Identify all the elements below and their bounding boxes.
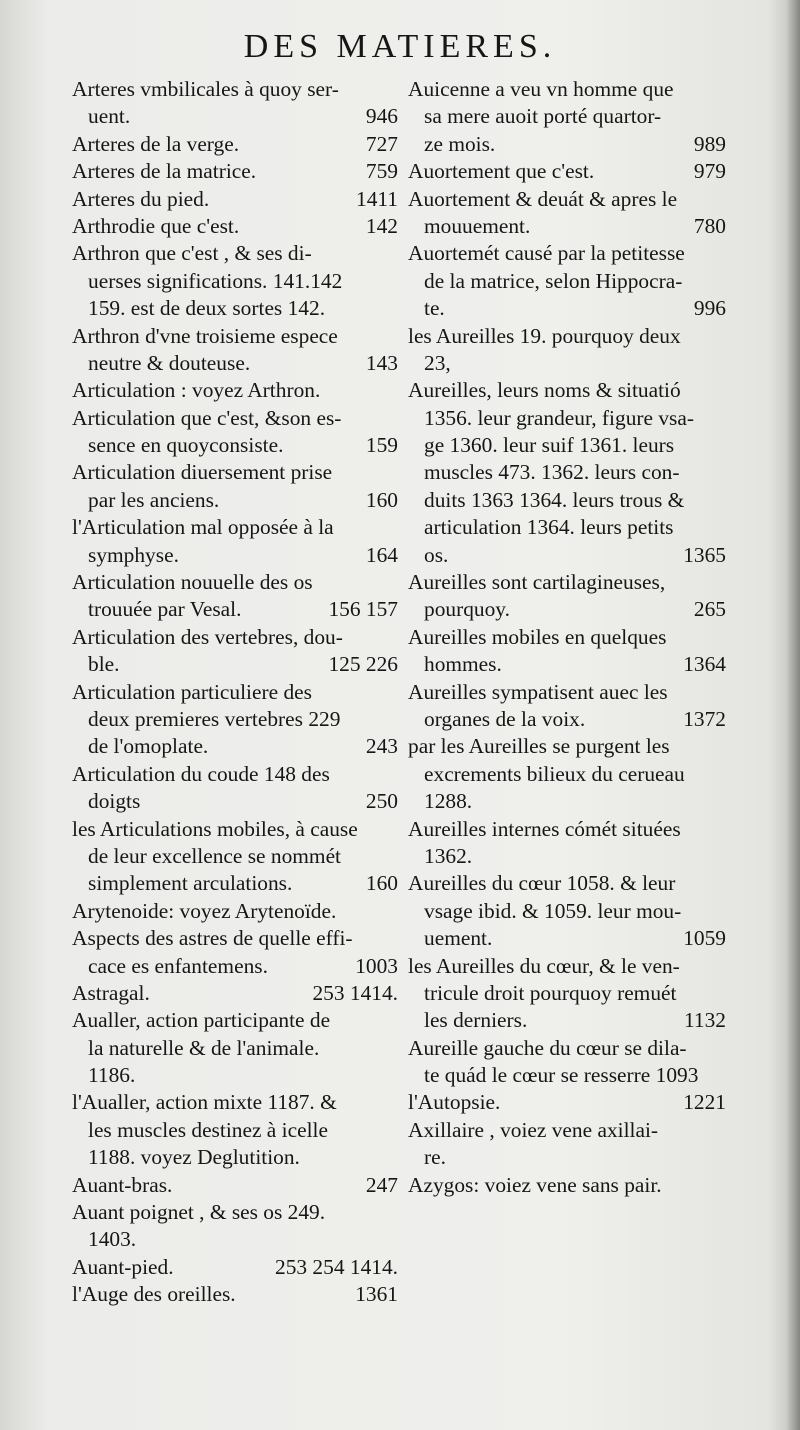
index-entry-line xyxy=(72,651,398,678)
page-reference: 247 xyxy=(365,1172,398,1197)
page-reference: 253 1414. xyxy=(312,980,398,1005)
index-entry-line xyxy=(72,788,398,815)
index-entry-line xyxy=(408,1172,726,1199)
entry-text: Arthron que c'est , & ses di- xyxy=(72,241,312,266)
page-reference: 1364 xyxy=(683,652,726,677)
index-entry-line xyxy=(408,268,726,295)
index-entry xyxy=(72,323,398,378)
index-entry-line xyxy=(408,350,726,377)
index-entry-line xyxy=(408,1144,726,1171)
index-entry-line xyxy=(72,1062,398,1089)
entry-text: par les Aureilles se purgent les xyxy=(408,734,670,759)
index-entry-line xyxy=(408,953,726,980)
entry-text: excrements bilieux du cerueau xyxy=(424,761,685,786)
entry-text: de la matrice, selon Hippocra- xyxy=(424,268,683,293)
page-reference: 1372 xyxy=(683,706,726,731)
index-entry-line xyxy=(408,980,726,1007)
index-entry-line xyxy=(72,131,398,158)
page-reference: 160 xyxy=(365,871,398,896)
index-entry-line xyxy=(72,459,398,486)
index-entry-line xyxy=(408,1089,726,1116)
index-entry xyxy=(408,679,726,734)
entry-text: Aureilles mobiles en quelques xyxy=(408,624,667,649)
page-reference: 265 xyxy=(693,597,726,622)
index-entry xyxy=(72,1172,398,1199)
entry-text: Arteres du pied. xyxy=(72,186,210,211)
page-reference: 160 xyxy=(365,487,398,512)
index-entry xyxy=(72,76,398,131)
entry-text: articulation 1364. leurs petits xyxy=(424,515,674,540)
index-entry xyxy=(72,1199,398,1254)
entry-text: Astragal. xyxy=(72,980,150,1005)
index-entry xyxy=(408,953,726,1035)
entry-text: Auortement & deuát & apres le xyxy=(408,186,678,211)
entry-text: simplement arculations. xyxy=(88,871,293,896)
entry-text: Arthron d'vne troisieme espece xyxy=(72,323,338,348)
index-entry-line xyxy=(408,788,726,815)
index-entry xyxy=(72,514,398,569)
index-entry-line xyxy=(72,405,398,432)
index-entry xyxy=(408,1172,726,1199)
index-entry-line xyxy=(408,706,726,733)
index-entry-line xyxy=(72,1281,398,1308)
entry-text: uement. xyxy=(424,926,493,951)
index-entry xyxy=(72,213,398,240)
entry-text: Articulation du coude 148 des xyxy=(72,761,330,786)
index-entry-line xyxy=(72,870,398,897)
entry-text: uerses significations. 141.142 xyxy=(88,268,343,293)
index-entry-line xyxy=(408,103,726,130)
entry-text: Aureille gauche du cœur se dila- xyxy=(408,1035,687,1060)
index-entry-line xyxy=(408,1035,726,1062)
entry-text: 1403. xyxy=(88,1227,137,1252)
index-entry-line xyxy=(408,323,726,350)
entry-text: Articulation : voyez Arthron. xyxy=(72,378,321,403)
entry-text: mouuement. xyxy=(424,213,531,238)
index-entry xyxy=(408,1035,726,1090)
entry-text: les derniers. xyxy=(424,1008,528,1033)
entry-text: Arteres de la matrice. xyxy=(72,159,257,184)
index-entry-line xyxy=(408,487,726,514)
entry-text: Azygos: voiez vene sans pair. xyxy=(408,1172,662,1197)
page-reference: 125 226 xyxy=(328,652,398,677)
index-entry xyxy=(72,898,398,925)
index-column-left xyxy=(72,76,398,1309)
entry-text: 1356. leur grandeur, figure vsa- xyxy=(424,405,694,430)
index-entry xyxy=(408,240,726,322)
entry-text: de leur excellence se nommét xyxy=(88,843,342,868)
index-entry-line xyxy=(72,1089,398,1116)
entry-text: 23, xyxy=(424,350,451,375)
running-head: DES MATIERES. xyxy=(243,28,557,65)
index-entry xyxy=(72,459,398,514)
index-entry xyxy=(408,870,726,952)
entry-text: Auant-bras. xyxy=(72,1172,173,1197)
index-entry-line xyxy=(408,76,726,103)
index-entry-line xyxy=(408,1117,726,1144)
entry-text: Auortement que c'est. xyxy=(408,159,595,184)
entry-text: Arytenoide: voyez Arytenoïde. xyxy=(72,898,337,923)
index-entry xyxy=(408,816,726,871)
entry-text: Auant poignet , & ses os 249. xyxy=(72,1200,326,1225)
entry-text: Arthrodie que c'est. xyxy=(72,213,240,238)
entry-text: l'Aualler, action mixte 1187. & xyxy=(72,1090,337,1115)
index-entry-line xyxy=(72,624,398,651)
page-reference: 142 xyxy=(365,213,398,238)
page-reference: 243 xyxy=(365,734,398,759)
entry-text: trouuée par Vesal. xyxy=(88,597,242,622)
index-entry-line xyxy=(408,651,726,678)
entry-text: re. xyxy=(424,1145,446,1170)
page-reference: 989 xyxy=(693,131,726,156)
index-entry-line xyxy=(408,733,726,760)
index-entry-line xyxy=(408,624,726,651)
index-entry xyxy=(72,1089,398,1171)
index-entry-line xyxy=(72,980,398,1007)
index-entry-line xyxy=(72,1172,398,1199)
entry-text: sence en quoyconsiste. xyxy=(88,433,284,458)
entry-text: Arteres de la verge. xyxy=(72,131,240,156)
entry-text: sa mere auoit porté quartor- xyxy=(424,104,662,129)
index-entry-line xyxy=(72,925,398,952)
entry-text: 1188. voyez Deglutition. xyxy=(88,1145,300,1170)
entry-text: Aureilles sympatisent auec les xyxy=(408,679,668,704)
entry-text: les Aureilles 19. pourquoy deux xyxy=(408,323,681,348)
page-reference: 996 xyxy=(693,296,726,321)
page-reference: 1132 xyxy=(684,1008,726,1033)
index-entry-line xyxy=(72,103,398,130)
entry-text: par les anciens. xyxy=(88,487,220,512)
index-entry xyxy=(408,186,726,241)
entry-text: neutre & douteuse. xyxy=(88,350,251,375)
entry-text: Aureilles internes cómét situées xyxy=(408,816,681,841)
index-entry-line xyxy=(408,843,726,870)
index-entry-line xyxy=(72,432,398,459)
index-entry xyxy=(72,1254,398,1281)
index-entry-line xyxy=(72,1007,398,1034)
index-entry xyxy=(72,1281,398,1308)
entry-text: te. xyxy=(424,296,445,321)
index-entry-line xyxy=(72,898,398,925)
index-entry-line xyxy=(72,1199,398,1226)
index-entry-line xyxy=(408,898,726,925)
entry-text: 1362. xyxy=(424,843,473,868)
index-entry xyxy=(72,405,398,460)
page-reference: 1411 xyxy=(356,186,398,211)
index-entry-line xyxy=(72,596,398,623)
entry-text: Articulation des vertebres, dou- xyxy=(72,624,343,649)
index-entry-line xyxy=(72,733,398,760)
index-entry xyxy=(408,76,726,158)
index-entry-line xyxy=(408,1007,726,1034)
index-entry xyxy=(408,323,726,378)
index-entry xyxy=(72,240,398,322)
entry-text: les Articulations mobiles, à cause xyxy=(72,816,358,841)
index-entry-line xyxy=(408,240,726,267)
page-gutter-shadow xyxy=(786,0,800,1430)
page-reference: 253 254 1414. xyxy=(275,1254,398,1279)
entry-text: ze mois. xyxy=(424,131,496,156)
page-reference: 727 xyxy=(365,131,398,156)
index-entry xyxy=(72,761,398,816)
index-entry-line xyxy=(72,816,398,843)
entry-text: organes de la voix. xyxy=(424,706,586,731)
entry-text: 1288. xyxy=(424,789,473,814)
index-entry xyxy=(72,679,398,761)
index-entry-line xyxy=(72,323,398,350)
index-entry-line xyxy=(408,405,726,432)
entry-text: Aureilles, leurs noms & situatió xyxy=(408,378,681,403)
index-entry xyxy=(72,980,398,1007)
index-entry-line xyxy=(72,706,398,733)
entry-text: Articulation diuersement prise xyxy=(72,460,333,485)
index-entry xyxy=(408,733,726,815)
entry-text: vsage ibid. & 1059. leur mou- xyxy=(424,898,682,923)
index-entry-line xyxy=(72,377,398,404)
index-entry-line xyxy=(408,569,726,596)
entry-text: uent. xyxy=(88,104,131,129)
index-entry-line xyxy=(408,596,726,623)
entry-text: duits 1363 1364. leurs trous & xyxy=(424,487,685,512)
index-entry-line xyxy=(408,542,726,569)
page-reference: 1361 xyxy=(355,1282,398,1307)
index-entry-line xyxy=(408,131,726,158)
page-reference: 250 xyxy=(365,789,398,814)
entry-text: Auicenne a veu vn homme que xyxy=(408,77,674,101)
page-reference: 1365 xyxy=(683,542,726,567)
index-entry-line xyxy=(408,158,726,185)
index-entry-line xyxy=(72,158,398,185)
entry-text: pourquoy. xyxy=(424,597,510,622)
index-entry-line xyxy=(408,377,726,404)
index-entry-line xyxy=(72,240,398,267)
index-entry-line xyxy=(72,350,398,377)
index-entry-line xyxy=(408,213,726,240)
page-reference: 780 xyxy=(693,213,726,238)
page-reference: 979 xyxy=(693,159,726,184)
entry-text: les muscles destinez à icelle xyxy=(88,1117,328,1142)
index-entry-line xyxy=(72,514,398,541)
page-reference: 1059 xyxy=(683,926,726,951)
page-reference: 156 157 xyxy=(328,597,398,622)
entry-text: os. xyxy=(424,542,449,567)
entry-text: Aualler, action participante de xyxy=(72,1008,331,1033)
index-entry-line xyxy=(408,679,726,706)
entry-text: Axillaire , voiez vene axillai- xyxy=(408,1117,659,1142)
entry-text: Aureilles sont cartilagineuses, xyxy=(408,570,666,595)
index-entry-line xyxy=(72,542,398,569)
page-reference: 759 xyxy=(365,159,398,184)
index-entry-line xyxy=(72,213,398,240)
entry-text: deux premieres vertebres 229 xyxy=(88,706,341,731)
index-column-right xyxy=(408,76,726,1199)
page-reference: 164 xyxy=(365,542,398,567)
index-entry-line xyxy=(72,1035,398,1062)
page-reference: 143 xyxy=(365,350,398,375)
entry-text: doigts xyxy=(88,789,141,814)
index-entry xyxy=(408,569,726,624)
index-entry-line xyxy=(408,1062,726,1089)
index-entry xyxy=(72,186,398,213)
entry-text: Auortemét causé par la petitesse xyxy=(408,241,685,266)
entry-text: Auant-pied. xyxy=(72,1254,174,1279)
entry-text: ble. xyxy=(88,652,120,677)
index-entry-line xyxy=(72,953,398,980)
index-entry-line xyxy=(408,816,726,843)
entry-text: Articulation que c'est, &son es- xyxy=(72,405,342,430)
index-entry-line xyxy=(72,843,398,870)
entry-text: Arteres vmbilicales à quoy ser- xyxy=(72,77,339,101)
index-entry xyxy=(72,925,398,980)
entry-text: tricule droit pourquoy remuét xyxy=(424,980,677,1005)
index-entry xyxy=(408,1117,726,1172)
index-entry-line xyxy=(408,432,726,459)
index-entry-line xyxy=(408,514,726,541)
index-entry-line xyxy=(72,679,398,706)
entry-text: Aureilles du cœur 1058. & leur xyxy=(408,871,676,896)
index-entry-line xyxy=(408,295,726,322)
index-entry-line xyxy=(72,1144,398,1171)
index-entry-line xyxy=(408,186,726,213)
entry-text: de l'omoplate. xyxy=(88,734,209,759)
entry-text: Articulation nouuelle des os xyxy=(72,570,313,595)
entry-text: ge 1360. leur suif 1361. leurs xyxy=(424,433,675,458)
index-entry-line xyxy=(72,487,398,514)
index-entry-line xyxy=(72,1226,398,1253)
entry-text: Aspects des astres de quelle effi- xyxy=(72,926,353,951)
entry-text: l'Auge des oreilles. xyxy=(72,1282,236,1307)
entry-text: te quád le cœur se resserre 1093 xyxy=(424,1063,699,1088)
entry-text: 1186. xyxy=(88,1063,136,1088)
entry-text: l'Autopsie. xyxy=(408,1090,501,1115)
index-entry-line xyxy=(408,761,726,788)
entry-text: hommes. xyxy=(424,652,502,677)
index-entry-line xyxy=(72,186,398,213)
index-entry-line xyxy=(72,76,398,103)
index-entry xyxy=(72,158,398,185)
index-entry xyxy=(72,131,398,158)
entry-text: cace es enfantemens. xyxy=(88,953,268,978)
page-reference: 946 xyxy=(365,104,398,129)
entry-text: muscles 473. 1362. leurs con- xyxy=(424,460,680,485)
index-entry xyxy=(72,816,398,898)
page-reference: 159 xyxy=(365,433,398,458)
index-entry xyxy=(408,377,726,569)
index-entry xyxy=(72,377,398,404)
entry-text: les Aureilles du cœur, & le ven- xyxy=(408,953,680,978)
index-entry-line xyxy=(408,870,726,897)
page-reference: 1003 xyxy=(355,953,398,978)
entry-text: 159. est de deux sortes 142. xyxy=(88,296,326,321)
index-entry xyxy=(408,624,726,679)
index-entry-line xyxy=(72,569,398,596)
index-entry-line xyxy=(72,1254,398,1281)
index-entry-line xyxy=(72,761,398,788)
index-entry xyxy=(408,1089,726,1116)
index-entry-line xyxy=(408,925,726,952)
index-entry-line xyxy=(408,459,726,486)
entry-text: Articulation particuliere des xyxy=(72,679,312,704)
entry-text: la naturelle & de l'animale. xyxy=(88,1035,320,1060)
index-entry xyxy=(72,1007,398,1089)
index-entry-line xyxy=(72,1117,398,1144)
page-reference: 1221 xyxy=(683,1090,726,1115)
entry-text: l'Articulation mal opposée à la xyxy=(72,515,334,540)
index-entry xyxy=(408,158,726,185)
entry-text: symphyse. xyxy=(88,542,179,567)
index-entry-line xyxy=(72,268,398,295)
index-entry xyxy=(72,569,398,624)
index-entry xyxy=(72,624,398,679)
index-entry-line xyxy=(72,295,398,322)
